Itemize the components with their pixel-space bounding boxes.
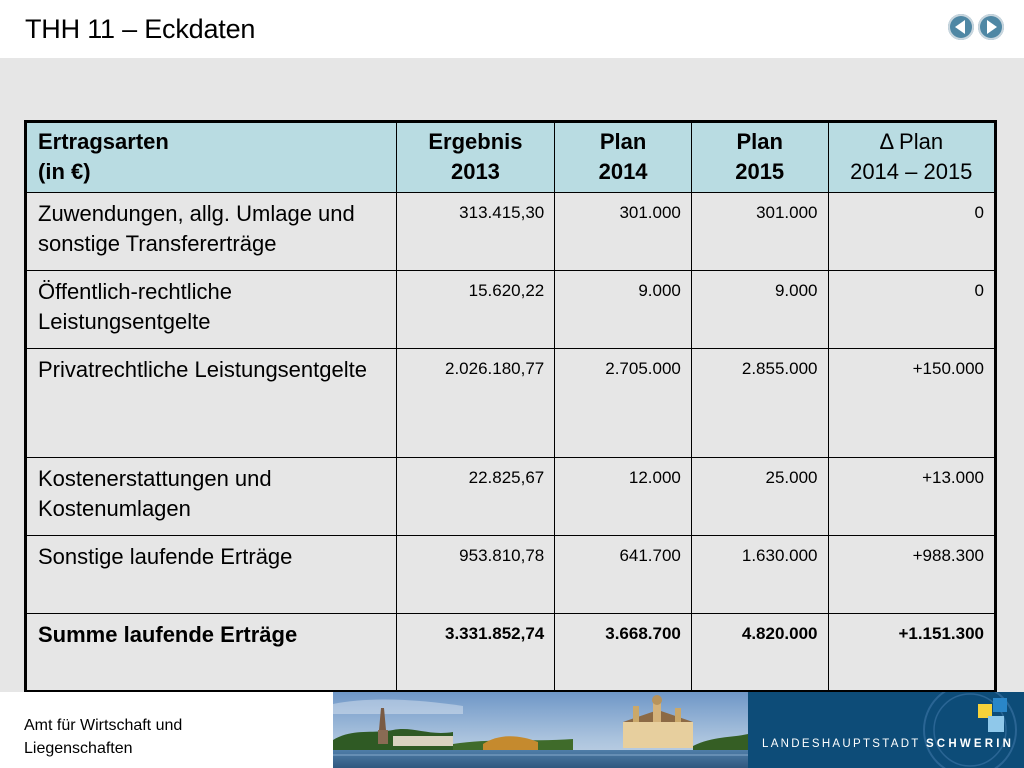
table-header-row <box>26 122 996 193</box>
cell-ergebnis-2013: 15.620,22 <box>396 271 555 349</box>
cell-plan-2014: 12.000 <box>555 458 692 536</box>
row-label: Sonstige laufende Erträge <box>26 536 397 614</box>
department-line-1: Amt für Wirtschaft und <box>24 717 183 734</box>
department-line-2: Liegenschaften <box>24 740 133 757</box>
cell-plan-2014: 3.668.700 <box>555 614 692 692</box>
arrow-right-icon <box>978 14 1004 40</box>
cell-ergebnis-2013: 22.825,67 <box>396 458 555 536</box>
column-header-delta-plan: Δ Plan 2014 – 2015 <box>828 122 995 193</box>
city-skyline-photo <box>333 692 748 768</box>
row-label: Kostenerstattungen und Kostenumlagen <box>26 458 397 536</box>
cell-delta-plan: +988.300 <box>828 536 995 614</box>
cell-plan-2014: 9.000 <box>555 271 692 349</box>
cell-ergebnis-2013: 2.026.180,77 <box>396 349 555 458</box>
cell-ergebnis-2013: 3.331.852,74 <box>396 614 555 692</box>
cell-ergebnis-2013: 313.415,30 <box>396 193 555 271</box>
row-label: Zuwendungen, allg. Umlage und sonstige Transfererträge <box>26 193 397 271</box>
cell-ergebnis-2013: 953.810,78 <box>396 536 555 614</box>
column-header-ergebnis-2013: Ergebnis 2013 <box>396 122 555 193</box>
slide-content <box>0 58 1024 692</box>
city-name: LANDESHAUPTSTADT SCHWERIN <box>762 738 1015 750</box>
cell-delta-plan: +1.151.300 <box>828 614 995 692</box>
cell-delta-plan: 0 <box>828 193 995 271</box>
table-row <box>26 271 996 349</box>
table-row <box>26 536 996 614</box>
cell-delta-plan: 0 <box>828 271 995 349</box>
city-brand-banner <box>748 692 1024 768</box>
column-header-plan-2014: Plan 2014 <box>555 122 692 193</box>
cell-plan-2015: 9.000 <box>691 271 828 349</box>
row-label: Öffentlich-rechtliche Leistungsentgelte <box>26 271 397 349</box>
cell-plan-2014: 2.705.000 <box>555 349 692 458</box>
row-label: Privatrechtliche Leistungsentgelte <box>26 349 397 458</box>
department-name <box>24 714 182 760</box>
table-total-row <box>26 614 996 692</box>
table-row <box>26 349 996 458</box>
footer <box>0 692 1024 768</box>
cell-plan-2014: 301.000 <box>555 193 692 271</box>
cell-plan-2014: 641.700 <box>555 536 692 614</box>
schwerin-logo-icon <box>978 698 1012 736</box>
cell-plan-2015: 2.855.000 <box>691 349 828 458</box>
cell-delta-plan: +13.000 <box>828 458 995 536</box>
row-label: Summe laufende Erträge <box>26 614 397 692</box>
title-bar <box>0 0 1024 58</box>
cell-plan-2015: 25.000 <box>691 458 828 536</box>
next-slide-button[interactable] <box>978 14 1004 40</box>
cell-delta-plan: +150.000 <box>828 349 995 458</box>
column-header-plan-2015: Plan 2015 <box>691 122 828 193</box>
cell-plan-2015: 301.000 <box>691 193 828 271</box>
cell-plan-2015: 4.820.000 <box>691 614 828 692</box>
table-row <box>26 458 996 536</box>
arrow-left-icon <box>948 14 974 40</box>
page-title: THH 11 – Eckdaten <box>25 14 256 44</box>
column-header-ertragsarten: Ertragsarten (in €) <box>26 122 397 193</box>
table-row <box>26 193 996 271</box>
cell-plan-2015: 1.630.000 <box>691 536 828 614</box>
previous-slide-button[interactable] <box>948 14 974 40</box>
revenue-table <box>24 120 997 693</box>
